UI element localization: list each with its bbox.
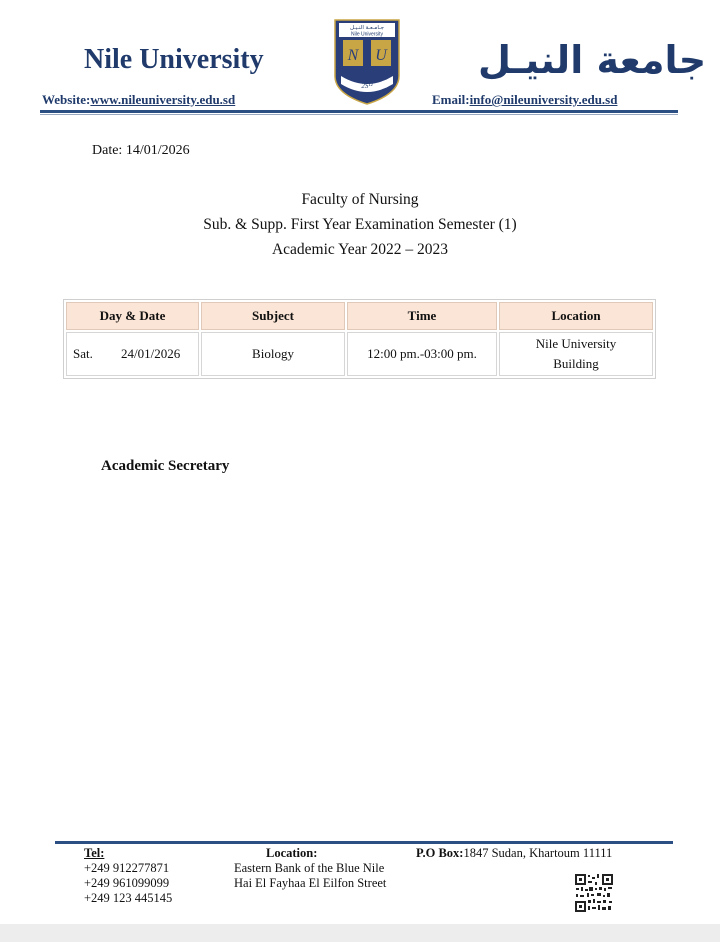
phone-number: +249 961099099	[84, 876, 170, 890]
location-line: Hai El Fayhaa El Eilfon Street	[234, 876, 387, 890]
day-date-cell	[66, 332, 199, 376]
exam-schedule-table	[63, 299, 656, 379]
logo-text-ar: جـامـعـة النـيـل	[349, 25, 385, 31]
logo-text-en: Nile University	[351, 31, 383, 38]
column-header-subject: Subject	[201, 302, 345, 330]
location-line-1: Nile University	[535, 336, 617, 351]
university-name-en: Nile University	[84, 44, 264, 75]
email-label: Email:	[432, 92, 470, 107]
signature-title: Academic Secretary	[101, 458, 230, 474]
location-line: Eastern Bank of the Blue Nile	[234, 861, 385, 875]
table-header-row	[66, 302, 653, 330]
footer-pobox	[416, 846, 612, 861]
phone-number: +249 912277871	[84, 861, 170, 875]
footer-phones	[84, 846, 172, 906]
document-date: Date: 14/01/2026	[92, 143, 190, 158]
time-cell: 12:00 pm.-03:00 pm.	[347, 332, 497, 376]
phone-number: +249 123 445145	[84, 891, 173, 905]
website-link[interactable]: www.nileuniversity.edu.sd	[90, 92, 236, 107]
tel-label: Tel:	[84, 846, 105, 860]
footer-location	[234, 846, 386, 891]
faculty-title: Faculty of Nursing	[301, 191, 419, 208]
bottom-strip	[0, 924, 720, 942]
day-name: Sat.	[73, 346, 93, 361]
subject-cell: Biology	[201, 332, 345, 376]
footer-divider	[55, 841, 673, 844]
pobox-label: P.O Box:	[416, 846, 464, 860]
qr-code-icon	[574, 873, 614, 913]
table-row	[66, 332, 653, 376]
location-line-2: Building	[553, 356, 599, 371]
location-cell	[499, 332, 653, 376]
logo-letter-u: U	[375, 47, 387, 64]
email-link[interactable]: info@nileuniversity.edu.sd	[469, 92, 618, 107]
header-divider-thin	[40, 114, 678, 115]
location-label: Location:	[266, 846, 318, 860]
university-logo	[333, 18, 401, 106]
column-header-location: Location	[499, 302, 653, 330]
exam-title: Sub. & Supp. First Year Examination Semester (1)	[203, 216, 517, 233]
column-header-time: Time	[347, 302, 497, 330]
logo-bottom-text: 2S¹²	[361, 82, 373, 90]
logo-letter-n: N	[347, 47, 359, 64]
header-divider	[40, 110, 678, 113]
website-label: Website:	[42, 92, 91, 107]
email-line	[432, 92, 617, 108]
exam-date: 24/01/2026	[121, 346, 181, 361]
column-header-day-date: Day & Date	[66, 302, 199, 330]
pobox-value: 1847 Sudan, Khartoum 11111	[463, 846, 613, 860]
website-line	[42, 92, 235, 108]
university-name-ar: جامعة النيـل	[478, 38, 707, 82]
academic-year-title: Academic Year 2022 – 2023	[271, 241, 449, 258]
